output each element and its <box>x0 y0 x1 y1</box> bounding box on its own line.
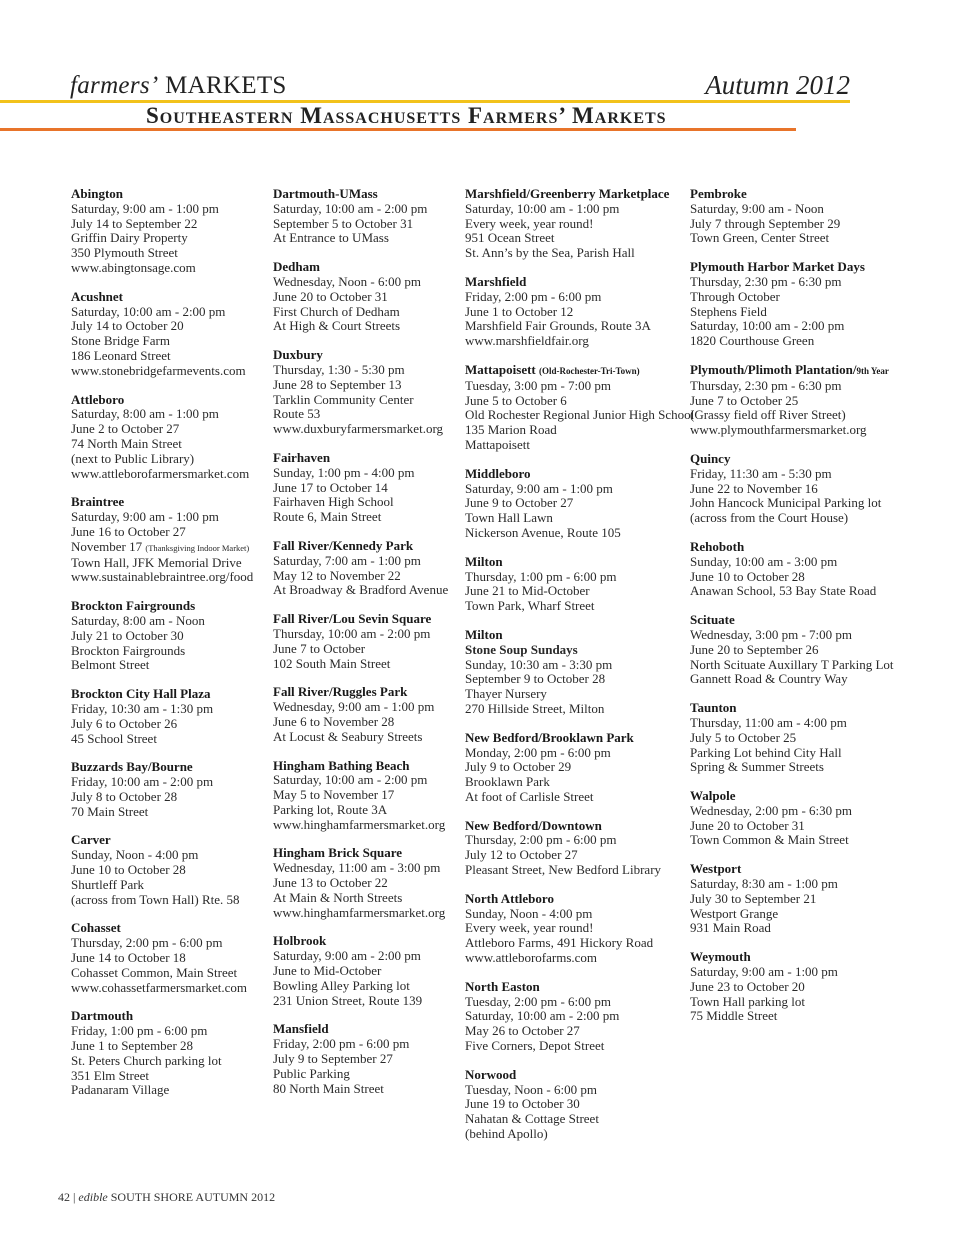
market-detail-line: November 17 (Thanksgiving Indoor Market) <box>71 538 250 554</box>
market-detail-line: Parking Lot behind City Hall <box>690 744 842 760</box>
market-listing <box>465 1068 687 1142</box>
market-detail-line: At High & Court Streets <box>273 318 401 334</box>
market-detail-line: At Main & North Streets <box>273 889 403 905</box>
market-detail-line: Saturday, 9:00 am - Noon <box>690 200 824 216</box>
section-kicker <box>70 72 287 100</box>
market-detail-line: Griffin Dairy Property <box>71 230 188 246</box>
market-detail-line: May 5 to November 17 <box>273 787 395 803</box>
market-name: Milton <box>465 626 503 642</box>
market-detail-line: Sunday, Noon - 4:00 pm <box>465 905 593 921</box>
market-detail-line: 135 Marion Road <box>465 422 557 438</box>
market-detail-line: Thursday, 2:30 pm - 6:30 pm <box>690 377 842 393</box>
market-name: Fairhaven <box>273 449 331 465</box>
market-listing <box>273 451 463 525</box>
market-detail-line: www.attleborofarmersmarket.com <box>71 465 250 481</box>
market-name: Dartmouth <box>71 1008 134 1024</box>
market-detail-line: Old Rochester Regional Junior High School <box>465 407 695 423</box>
market-listing <box>465 819 687 878</box>
market-detail-line: September 9 to October 28 <box>465 671 606 687</box>
market-name: Abington <box>71 186 124 201</box>
market-listing <box>465 361 695 453</box>
market-detail-line: June 10 to October 28 <box>690 568 805 584</box>
market-name: Dartmouth-UMass <box>273 186 378 201</box>
market-name: Fall River/Lou Sevin Square <box>273 611 432 627</box>
market-detail-line: June 28 to September 13 <box>273 376 402 392</box>
market-detail-line: Saturday, 7:00 am - 1:00 pm <box>273 552 421 568</box>
page-number: 42 <box>58 1190 70 1204</box>
market-detail-line: North Scituate Auxillary T Parking Lot <box>690 656 894 672</box>
market-detail-line: Wednesday, 3:00 pm - 7:00 pm <box>690 626 853 642</box>
market-detail-line: July 21 to October 30 <box>71 627 184 643</box>
market-listing <box>690 363 930 438</box>
market-detail-line: Public Parking <box>273 1065 350 1081</box>
market-detail-line: June 20 to October 31 <box>273 288 388 304</box>
page-footer <box>58 1190 275 1205</box>
market-detail-line: Saturday, 8:00 am - Noon <box>71 612 205 628</box>
market-detail-line: July 8 to October 28 <box>71 788 178 804</box>
market-detail-line: Mattapoisett <box>465 436 530 452</box>
market-detail-line: Thursday, 1:00 pm - 6:00 pm <box>465 568 617 584</box>
market-detail-line: June 14 to October 18 <box>71 950 186 966</box>
market-detail-line: Town Hall parking lot <box>690 993 805 1009</box>
market-listing <box>690 260 930 349</box>
market-detail-line: July 6 to October 26 <box>71 715 178 731</box>
market-detail-line: At Locust & Seabury Streets <box>273 728 423 744</box>
market-detail-line: 70 Main Street <box>71 803 149 819</box>
market-detail-line: www.hinghamfarmersmarket.org <box>273 816 446 832</box>
market-detail-line: First Church of Dedham <box>273 303 400 319</box>
market-listing <box>71 393 271 482</box>
footer-edible: edible <box>78 1190 108 1204</box>
market-name: New Bedford/Brooklawn Park <box>465 729 634 745</box>
market-detail-line: June 13 to October 22 <box>273 875 388 891</box>
market-detail-line: www.sustainablebraintree.org/food <box>71 569 254 585</box>
market-listing <box>690 540 930 599</box>
market-detail-line: Town Hall Lawn <box>465 510 553 526</box>
market-name: Westport <box>690 861 742 877</box>
market-detail-line: 186 Leonard Street <box>71 347 171 363</box>
market-detail-line: (across from Town Hall) Rte. 58 <box>71 891 240 907</box>
market-detail-line: Every week, year round! <box>465 920 594 936</box>
market-detail-line: June 17 to October 14 <box>273 479 388 495</box>
market-detail-line: June 6 to November 28 <box>273 713 395 729</box>
market-listing <box>71 599 271 673</box>
market-name: Braintree <box>71 494 125 510</box>
market-detail-line: Westport Grange <box>690 905 779 921</box>
market-detail-line: Wednesday, 2:00 pm - 6:30 pm <box>690 802 853 818</box>
market-detail-line: June 9 to October 27 <box>465 495 574 511</box>
market-detail-line: Belmont Street <box>71 657 150 673</box>
market-listing <box>71 760 271 819</box>
market-detail-line: Spring & Summer Streets <box>690 759 824 775</box>
market-name: New Bedford/Downtown <box>465 817 602 833</box>
market-name: Taunton <box>690 700 737 716</box>
market-detail-line: July 5 to October 25 <box>690 729 797 745</box>
market-detail-line: June 1 to October 12 <box>465 303 574 319</box>
market-detail-line: May 26 to October 27 <box>465 1023 580 1039</box>
note-text: (Old-Rochester-Tri-Town) <box>539 365 640 376</box>
section-kicker-italic: farmers’ <box>70 72 159 99</box>
market-detail-line: Attleboro Farms, 491 Hickory Road <box>465 935 654 951</box>
market-detail-line: 270 Hillside Street, Milton <box>465 700 605 716</box>
market-detail-line: Friday, 11:30 am - 5:30 pm <box>690 465 832 481</box>
market-name: Attleboro <box>71 391 125 407</box>
market-detail-line: July 9 to October 29 <box>465 759 572 775</box>
market-detail-line: July 7 through September 29 <box>690 215 841 231</box>
market-detail-line: www.abingtonsage.com <box>71 259 196 275</box>
market-listing <box>71 833 271 907</box>
market-detail-line: Town Common & Main Street <box>690 832 849 848</box>
market-name: Fall River/Kennedy Park <box>273 537 414 553</box>
market-detail-line: Five Corners, Depot Street <box>465 1038 605 1054</box>
market-detail-line: June 2 to October 27 <box>71 421 180 437</box>
market-detail-line: July 14 to October 20 <box>71 318 184 334</box>
market-detail-line: St. Peters Church parking lot <box>71 1052 222 1068</box>
market-name: Walpole <box>690 788 736 804</box>
market-detail-line: Stone Soup Sundays <box>465 641 578 657</box>
market-detail-line: Gannett Road & Country Way <box>690 671 848 687</box>
market-detail-line: June 7 to October <box>273 640 366 656</box>
market-listing <box>273 187 463 246</box>
market-detail-line: (next to Public Library) <box>71 450 195 466</box>
market-name: Brockton City Hall Plaza <box>71 686 211 702</box>
footer-separator: | <box>73 1190 76 1204</box>
market-detail-line: Thursday, 10:00 am - 2:00 pm <box>273 625 431 641</box>
market-detail-line: Stephens Field <box>690 303 767 319</box>
note-text: 9th Year <box>856 365 889 376</box>
market-listing <box>465 187 687 261</box>
market-detail-line: Shurtleff Park <box>71 876 145 892</box>
market-listing <box>71 921 271 995</box>
market-column-2 <box>273 187 463 1110</box>
market-name: Brockton Fairgrounds <box>71 598 196 614</box>
market-listing <box>71 187 271 276</box>
market-detail-line: May 12 to November 22 <box>273 567 401 583</box>
market-name: Duxbury <box>273 347 323 363</box>
market-detail-line: Friday, 10:30 am - 1:30 pm <box>71 700 214 716</box>
market-detail-line: Saturday, 8:30 am - 1:00 pm <box>690 876 838 892</box>
market-listing <box>465 275 687 349</box>
market-listing <box>71 290 271 379</box>
market-listing <box>273 260 463 334</box>
market-detail-line: Town Park, Wharf Street <box>465 598 595 614</box>
market-detail-line: Sunday, 10:00 am - 3:00 pm <box>690 553 838 569</box>
market-detail-line: Saturday, 10:00 am - 1:00 pm <box>465 200 620 216</box>
market-listing <box>465 628 687 717</box>
market-detail-line: 80 North Main Street <box>273 1080 384 1096</box>
market-detail-line: Monday, 2:00 pm - 6:00 pm <box>465 744 611 760</box>
market-listing <box>273 934 463 1008</box>
market-listing <box>690 452 930 526</box>
market-detail-line: July 14 to September 22 <box>71 215 198 231</box>
market-detail-line: Saturday, 8:00 am - 1:00 pm <box>71 406 219 422</box>
market-listing <box>273 846 463 920</box>
market-detail-line: June 23 to October 20 <box>690 978 805 994</box>
market-detail-line: Thayer Nursery <box>465 686 547 702</box>
market-name: Cohasset <box>71 920 121 936</box>
market-detail-line: Every week, year round! <box>465 215 594 231</box>
market-detail-line: (across from the Court House) <box>690 510 849 526</box>
market-name: Mansfield <box>273 1021 329 1037</box>
market-detail-line: Wednesday, 9:00 am - 1:00 pm <box>273 699 435 715</box>
market-listing <box>273 759 463 833</box>
market-detail-line: Saturday, 10:00 am - 2:00 pm <box>690 318 845 334</box>
market-detail-line: Nickerson Avenue, Route 105 <box>465 524 621 540</box>
market-name: Rehoboth <box>690 538 745 554</box>
market-detail-line: Saturday, 10:00 am - 2:00 pm <box>273 200 428 216</box>
market-detail-line: Thursday, 2:30 pm - 6:30 pm <box>690 273 842 289</box>
market-name: North Easton <box>465 978 540 994</box>
market-detail-line: 231 Union Street, Route 139 <box>273 992 423 1008</box>
market-detail-line: At Entrance to UMass <box>273 230 389 246</box>
market-column-1 <box>71 187 271 1112</box>
market-detail-line: At Broadway & Bradford Avenue <box>273 582 449 598</box>
market-detail-line: www.marshfieldfair.org <box>465 333 589 349</box>
market-name: Holbrook <box>273 933 327 949</box>
market-listing <box>690 862 930 936</box>
market-detail-line: Sunday, Noon - 4:00 pm <box>71 847 199 863</box>
market-listing <box>690 187 930 246</box>
page-title: Southeastern Massachusetts Farmers’ Markets <box>146 103 667 128</box>
market-name: Quincy <box>690 450 731 466</box>
market-detail-line: Town Green, Center Street <box>690 230 830 246</box>
market-detail-line: Anawan School, 53 Bay State Road <box>690 583 877 599</box>
note-text: (Thanksgiving Indoor Market) <box>145 542 250 553</box>
market-listing <box>690 789 930 848</box>
market-detail-line: Tuesday, 3:00 pm - 7:00 pm <box>465 377 612 393</box>
market-listing <box>465 892 687 966</box>
market-detail-line: www.duxburyfarmersmarket.org <box>273 421 444 437</box>
market-detail-line: Through October <box>690 288 780 304</box>
market-listing <box>273 348 463 437</box>
market-detail-line: June 10 to October 28 <box>71 862 186 878</box>
market-detail-line: Saturday, 9:00 am - 1:00 pm <box>690 964 838 980</box>
market-name: Fall River/Ruggles Park <box>273 684 408 700</box>
market-listing <box>273 539 463 598</box>
market-detail-line: Marshfield Fair Grounds, Route 3A <box>465 318 651 334</box>
market-name: Carver <box>71 832 111 848</box>
market-detail-line: (behind Apollo) <box>465 1126 548 1142</box>
market-detail-line: 351 Elm Street <box>71 1067 149 1083</box>
market-name: Scituate <box>690 612 735 628</box>
season-label: Autumn 2012 <box>705 70 850 100</box>
market-name: Buzzards Bay/Bourne <box>71 759 193 775</box>
market-name: Acushnet <box>71 288 124 304</box>
market-detail-line: Tarklin Community Center <box>273 391 414 407</box>
market-name: Plymouth/Plimoth Plantation/9th Year <box>690 361 889 377</box>
market-listing <box>465 467 687 541</box>
market-detail-line: Sunday, 10:30 am - 3:30 pm <box>465 656 613 672</box>
market-detail-line: 45 School Street <box>71 730 157 746</box>
market-name: Pembroke <box>690 186 747 201</box>
market-detail-line: 1820 Courthouse Green <box>690 333 815 349</box>
market-listing <box>71 495 271 585</box>
market-name: Milton <box>465 553 503 569</box>
market-detail-line: Sunday, 1:00 pm - 4:00 pm <box>273 464 415 480</box>
market-listing <box>690 950 930 1024</box>
market-detail-line: Tuesday, 2:00 pm - 6:00 pm <box>465 993 612 1009</box>
market-listing <box>465 980 687 1054</box>
market-detail-line: 350 Plymouth Street <box>71 245 178 261</box>
market-detail-line: June to Mid-October <box>273 963 382 979</box>
market-column-3 <box>465 186 695 1156</box>
market-detail-line: Thursday, 2:00 pm - 6:00 pm <box>465 832 617 848</box>
market-detail-line: Route 53 <box>273 406 321 422</box>
market-detail-line: (Grassy field off River Street) <box>690 407 846 423</box>
market-detail-line: June 1 to September 28 <box>71 1038 194 1054</box>
market-detail-line: Saturday, 9:00 am - 1:00 pm <box>465 480 613 496</box>
market-detail-line: June 22 to November 16 <box>690 480 818 496</box>
market-detail-line: July 30 to September 21 <box>690 890 817 906</box>
market-name: Hingham Brick Square <box>273 845 403 861</box>
market-detail-line: www.cohassetfarmersmarket.com <box>71 979 248 995</box>
market-name: Hingham Bathing Beach <box>273 757 410 773</box>
market-name: North Attleboro <box>465 890 554 906</box>
market-name: Norwood <box>465 1066 517 1082</box>
market-detail-line: Nahatan & Cottage Street <box>465 1111 599 1127</box>
market-listing <box>273 1022 463 1096</box>
market-name: Dedham <box>273 259 320 275</box>
market-listing <box>273 685 463 744</box>
market-detail-line: Friday, 2:00 pm - 6:00 pm <box>465 288 602 304</box>
market-detail-line: 931 Main Road <box>690 920 771 936</box>
market-listing <box>465 555 687 614</box>
market-detail-line: July 9 to September 27 <box>273 1051 393 1067</box>
section-kicker-main: MARKETS <box>165 72 287 99</box>
market-detail-line: Tuesday, Noon - 6:00 pm <box>465 1081 597 1097</box>
market-detail-line: Bowling Alley Parking lot <box>273 977 410 993</box>
market-column-4 <box>690 187 930 1038</box>
market-detail-line: 102 South Main Street <box>273 655 391 671</box>
market-listing <box>465 731 687 805</box>
market-detail-line: Pleasant Street, New Bedford Library <box>465 862 662 878</box>
footer-publication: SOUTH SHORE AUTUMN 2012 <box>110 1190 276 1204</box>
market-name: Plymouth Harbor Market Days <box>690 259 865 275</box>
market-detail-line: Saturday, 10:00 am - 2:00 pm <box>273 772 428 788</box>
market-name: Middleboro <box>465 465 531 481</box>
header-rule-orange <box>0 128 796 131</box>
market-name: Marshfield <box>465 273 527 289</box>
market-detail-line: Saturday, 10:00 am - 2:00 pm <box>71 303 226 319</box>
market-detail-line: Saturday, 9:00 am - 2:00 pm <box>273 948 421 964</box>
market-detail-line: July 12 to October 27 <box>465 847 578 863</box>
market-listing <box>71 687 271 746</box>
market-detail-line: www.plymouthfarmersmarket.org <box>690 422 867 438</box>
market-detail-line: www.stonebridgefarmevents.com <box>71 362 246 378</box>
market-detail-line: Saturday, 9:00 am - 1:00 pm <box>71 200 219 216</box>
market-detail-line: Padanaram Village <box>71 1082 170 1098</box>
market-detail-line: September 5 to October 31 <box>273 215 414 231</box>
market-detail-line: Parking lot, Route 3A <box>273 801 388 817</box>
market-detail-line: Saturday, 9:00 am - 1:00 pm <box>71 509 219 525</box>
market-detail-line: Cohasset Common, Main Street <box>71 964 238 980</box>
market-detail-line: Route 6, Main Street <box>273 509 382 525</box>
market-detail-line: Brockton Fairgrounds <box>71 642 186 658</box>
market-name: Weymouth <box>690 949 751 965</box>
market-detail-line: Thursday, 1:30 - 5:30 pm <box>273 361 405 377</box>
market-detail-line: Town Hall, JFK Memorial Drive <box>71 554 242 570</box>
market-listing <box>71 1009 271 1098</box>
market-detail-line: Friday, 1:00 pm - 6:00 pm <box>71 1023 208 1039</box>
market-detail-line: June 21 to Mid-October <box>465 583 590 599</box>
market-listing <box>273 612 463 671</box>
market-detail-line: Brooklawn Park <box>465 774 550 790</box>
market-listing <box>690 701 930 775</box>
market-detail-line: June 20 to September 26 <box>690 641 819 657</box>
market-detail-line: www.attleborofarms.com <box>465 950 598 966</box>
market-detail-line: Thursday, 11:00 am - 4:00 pm <box>690 714 847 730</box>
market-detail-line: Thursday, 2:00 pm - 6:00 pm <box>71 935 223 951</box>
market-detail-line: Friday, 2:00 pm - 6:00 pm <box>273 1036 410 1052</box>
market-detail-line: John Hancock Municipal Parking lot <box>690 495 882 511</box>
market-detail-line: Friday, 10:00 am - 2:00 pm <box>71 774 214 790</box>
market-detail-line: 74 North Main Street <box>71 435 182 451</box>
market-listing <box>690 613 930 687</box>
market-detail-line: Wednesday, Noon - 6:00 pm <box>273 273 421 289</box>
market-detail-line: St. Ann’s by the Sea, Parish Hall <box>465 245 635 261</box>
market-detail-line: Saturday, 10:00 am - 2:00 pm <box>465 1008 620 1024</box>
market-detail-line: June 19 to October 30 <box>465 1096 580 1112</box>
market-detail-line: 951 Ocean Street <box>465 230 555 246</box>
market-detail-line: June 7 to October 25 <box>690 392 799 408</box>
market-detail-line: 75 Middle Street <box>690 1008 778 1024</box>
market-detail-line: Fairhaven High School <box>273 494 394 510</box>
market-detail-line: June 20 to October 31 <box>690 817 805 833</box>
market-detail-line: June 5 to October 6 <box>465 392 567 408</box>
market-detail-line: June 16 to October 27 <box>71 523 186 539</box>
market-name: Mattapoisett (Old-Rochester-Tri-Town) <box>465 361 640 377</box>
market-name: Marshfield/Greenberry Marketplace <box>465 186 670 201</box>
market-detail-line: At foot of Carlisle Street <box>465 788 594 804</box>
market-detail-line: www.hinghamfarmersmarket.org <box>273 904 446 920</box>
market-detail-line: Stone Bridge Farm <box>71 333 170 349</box>
market-detail-line: Wednesday, 11:00 am - 3:00 pm <box>273 860 441 876</box>
